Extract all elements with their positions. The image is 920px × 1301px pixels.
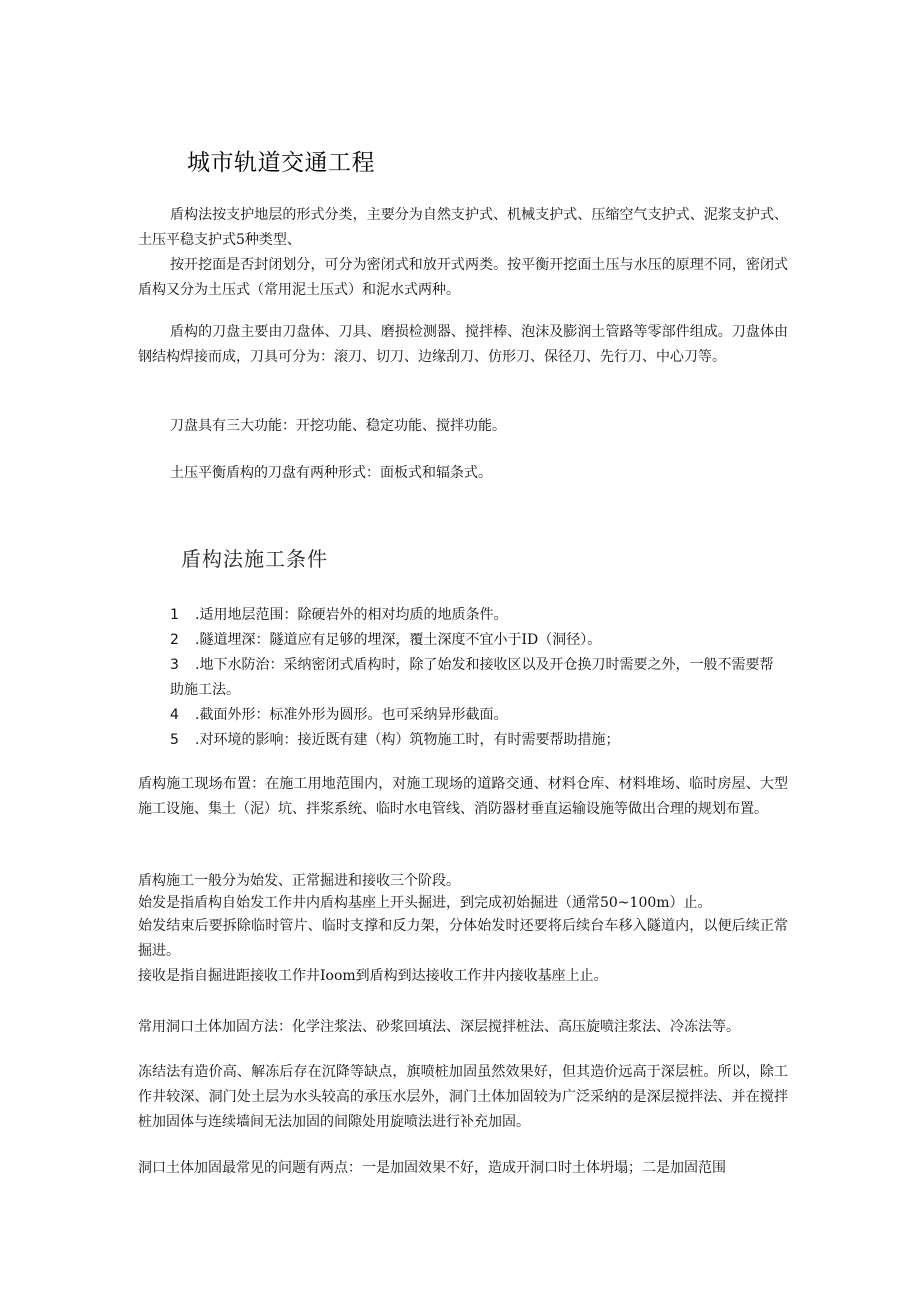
page-title: 城市轨道交通工程 xyxy=(187,150,375,176)
paragraph-freezing-method: 冻结法有造价高、解冻后存在沉降等缺点，旗喷桩加固虽然效果好，但其造价远高于深层桩。所以，除工作井较深、洞门处土层为水头较高的承压水层外，洞门土体加固较为广泛采纳的是深层搅拌法、并在搅拌桩加固体与连续墙间无法加固的间隙处用旋喷法进行补充加固。 xyxy=(138,1064,788,1130)
list-item xyxy=(170,653,790,703)
paragraph-launch-end: 始发结束后要拆除临时管片、临时支撑和反力架，分体始发时还要将后续台车移入隧道内，以便后续正常掘进。 xyxy=(138,918,788,959)
list-item-text: .对环境的影响：接近既有建（构）筑物施工时，有时需要帮助措施； xyxy=(195,732,620,748)
paragraph-reinforcement-methods: 常用洞口土体加固方法：化学注浆法、砂浆回填法、深层搅拌桩法、高压旋喷注浆法、冷冻法等。 xyxy=(138,1019,740,1035)
paragraph-cutterhead-components: 盾构的刀盘主要由刀盘体、刀具、磨损检测器、搅拌棒、泡沫及膨润土管路等零部件组成。刀盘体由钢结构焊接而成，刀具可分为：滚刀、切刀、边缘刮刀、仿形刀、保径刀、先行刀、中心刀等。 xyxy=(138,324,788,365)
section-heading-construction-conditions: 盾构法施工条件 xyxy=(181,547,328,571)
list-item xyxy=(170,703,790,728)
paragraph-site-layout: 盾构施工现场布置：在施工用地范围内，对施工现场的道路交通、材料仓库、材料堆场、临时房屋、大型施工设施、集土（泥）坑、拌浆系统、临时水电管线、消防器材垂直运输设施等做出合理的规划布置。 xyxy=(138,776,788,817)
paragraph-excavation-face: 按开挖面是否封闭划分，可分为密闭式和放开式两类。按平衡开挖面土压与水压的原理不同，密闭式盾构又分为土压式（常用泥土压式）和泥水式两种。 xyxy=(138,257,788,298)
list-item-text: .截面外形：标准外形为圆形。也可采纳异形截面。 xyxy=(195,707,508,723)
list-item xyxy=(170,728,790,753)
list-item xyxy=(170,603,790,628)
paragraph-receiving: 接收是指自掘进距接收工作井Ioom到盾构到达接收工作井内接收基座上止。 xyxy=(138,968,608,984)
paragraph-shield-classification: 盾构法按支护地层的形式分类，主要分为自然支护式、机械支护式、压缩空气支护式、泥浆支护式、土压平稳支护式5种类型、 xyxy=(138,207,788,248)
list-item xyxy=(170,628,790,653)
paragraph-cutterhead-forms: 土压平衡盾构的刀盘有两种形式：面板式和辐条式。 xyxy=(170,465,492,481)
list-item-text: .适用地层范围：除硬岩外的相对均质的地质条件。 xyxy=(195,607,508,623)
list-item-number: 3 xyxy=(170,657,179,673)
list-item-number: 4 xyxy=(170,707,179,723)
list-item-number: 1 xyxy=(170,607,179,623)
conditions-list xyxy=(170,603,790,753)
list-item-text: .地下水防治：采纳密闭式盾构时，除了始发和接收区以及开仓换刀时需要之外，一般不需要帮助施工法。 xyxy=(170,657,774,698)
list-item-text: .隧道埋深：隧道应有足够的埋深，覆土深度不宜小于ID（洞径）。 xyxy=(195,632,602,648)
paragraph-launch: 始发是指盾构自始发工作井内盾构基座上开头掘进，到完成初始掘进（通常50~100m）止。 xyxy=(138,895,712,911)
list-item-number: 5 xyxy=(170,732,179,748)
paragraph-stages: 盾构施工一般分为始发、正常掘进和接收三个阶段。 xyxy=(138,873,460,889)
list-item-number: 2 xyxy=(170,632,179,648)
paragraph-cutterhead-functions: 刀盘具有三大功能：开挖功能、稳定功能、搅拌功能。 xyxy=(170,418,506,434)
paragraph-common-problems: 洞口土体加固最常见的问题有两点：一是加固效果不好，造成开洞口时土体坍塌；二是加固范围 xyxy=(138,1160,726,1176)
